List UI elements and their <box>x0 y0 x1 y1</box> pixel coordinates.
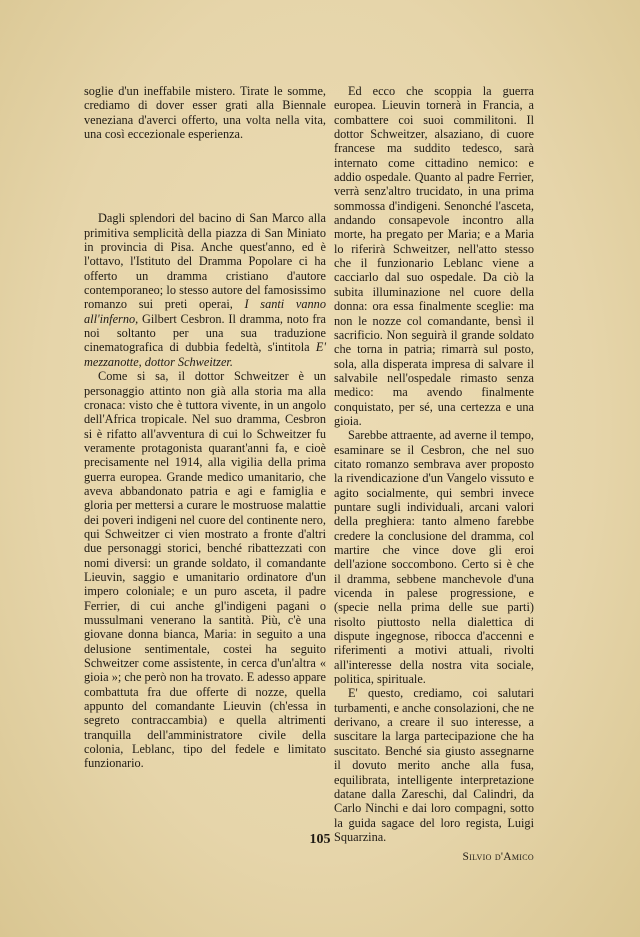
author-signature: Silvio d'Amico <box>462 851 534 864</box>
book-title: I santi vanno all'inferno, <box>84 297 326 326</box>
paragraph-text: Dagli splendori del bacino di San Marco alla primitiva semplicità della piazza di San Miniato in provincia di Pisa. Anche quest'anno, ed è l'ottavo, l'Istituto del Dramma Popolare ci ha offerto un dramma cristiano d'autore contemporaneo; lo stesso autore del famosissimo romanzo sui preti operai, <box>84 211 326 312</box>
paragraph: soglie d'un ineffabile mistero. Tirate le somme, crediamo di dover esser grati alla Biennale veneziana d'averci offerto, una volta nella vita, una così eccezionale esperienza. <box>84 84 326 142</box>
paragraph: Come si sa, il dottor Schweitzer è un personaggio attinto non già alla storia ma alla cronaca: visto che è tuttora vivente, in un angolo dell'Africa tropicale. Nel suo dramma, Cesbron si è rifatto all'avventura di cui lo Schweitzer fu veramente protagonista quarant'anni fa, e cioè precisamente nel 1914, alla vigilia della prima guerra europea. Grande medico umanitario, che aveva abbandonato patria e agi e famiglia e gloria per mettersi a curare le mostruose malattie dei poveri indigeni nel cuore del continente nero, qui Schweitzer ci vien mostrato a fronte d'altri due personaggi storici, benché ribattezzati con nomi diversi: un grande soldato, il comandante Lieuvin, saggio e umanitario ordinatore d'un impero coloniale; e un puro asceta, il padre Ferrier, di cui anche gl'indigeni pagani o mussulmani venerano la santità. Più, c'è una giovane donna bianca, Maria: in seguito a una delusione sentimentale, costei ha seguito Schweitzer come assistente, in cerca d'un'altra « gioia »; che però non ha trovato. E adesso appare combattuta fra due offerte di nozze, quella appunto del comandante Lieuvin (ch'essa in segreto contraccambia) e quella altrimenti tranquilla dell'amministratore civile della colonia, Leblanc, tipo del fedele e limitato funzionario. <box>84 369 326 771</box>
paragraph <box>84 211 326 369</box>
play-title: E' mezzanotte, dottor Schweitzer. <box>84 340 326 369</box>
paragraph: Sarebbe attraente, ad averne il tempo, esaminare se il Cesbron, che nel suo citato romanzo sembrava aver proposto la rivendicazione d'un Vangelo vissuto e agito socialmente, qui sembri invece puntare sugli individuali, arcani valori della preghiera: tanto almeno farebbe credere la conclusione del dramma, col martire che vince dove gli eroi dell'azione soccombono. Certo si è che il dramma, sebbene manchevole d'una vicenda in palese progressione, e (specie nella prima delle sue parti) risolto piuttosto nella dialettica di dispute ingegnose, ribocca d'accenni e riferimenti a motivi attuali, rivolti all'interesse della nostra vita sociale, politica, spirituale. <box>334 428 534 687</box>
paragraph-text: Gilbert Cesbron. Il dramma, noto fra noi soltanto per una sua traduzione cinematografica di dubbia fedeltà, s'intitola <box>84 311 326 355</box>
left-column <box>84 84 326 771</box>
paragraph: Ed ecco che scoppia la guerra europea. Lieuvin tornerà in Francia, a combattere coi suoi commilitoni. Il dottor Schweitzer, alsaziano, di cuore francese ma suddito tedesco, sarà internato come cittadino nemico: e addio ospedale. Quanto al padre Ferrier, verrà senz'altro trucidato, in una prima sommossa d'indigeni. Senonché l'asceta, andando consapevole incontro alla morte, ha pregato per Maria; e a Maria lo riferirà Schweitzer, nell'atto stesso che il funzionario Leblanc viene a cacciarlo dal suo ospedale. Da ciò la subita illuminazione nel cuore della donna: ora essa finalmente sceglie: ma non le nozze col comandante, bensì il sacrificio. Non seguirà il grande soldato che torna in patria; rimarrà sul posto, sola, alla disperata impresa di salvare il salvabile nell'ospedale rimasto senza medico: ma avendo finalmente conquistato, per sé, una certezza e una gioia. <box>334 84 534 428</box>
paragraph: E' questo, crediamo, coi salutari turbamenti, e anche consolazioni, che ne derivano, a creare il suo interesse, a suscitare la larga partecipazione che ha suscitato. Benché sia giusto assegnarne il dovuto merito anche alla fusa, equilibrata, intelligente interpretazione datane dalla Zareschi, dal Calindri, da Carlo Ninchi e dai loro compagni, sotto la guida sagace del loro regista, Luigi Squarzina. <box>334 686 534 844</box>
right-column <box>334 84 534 865</box>
page-number: 105 <box>309 832 331 847</box>
